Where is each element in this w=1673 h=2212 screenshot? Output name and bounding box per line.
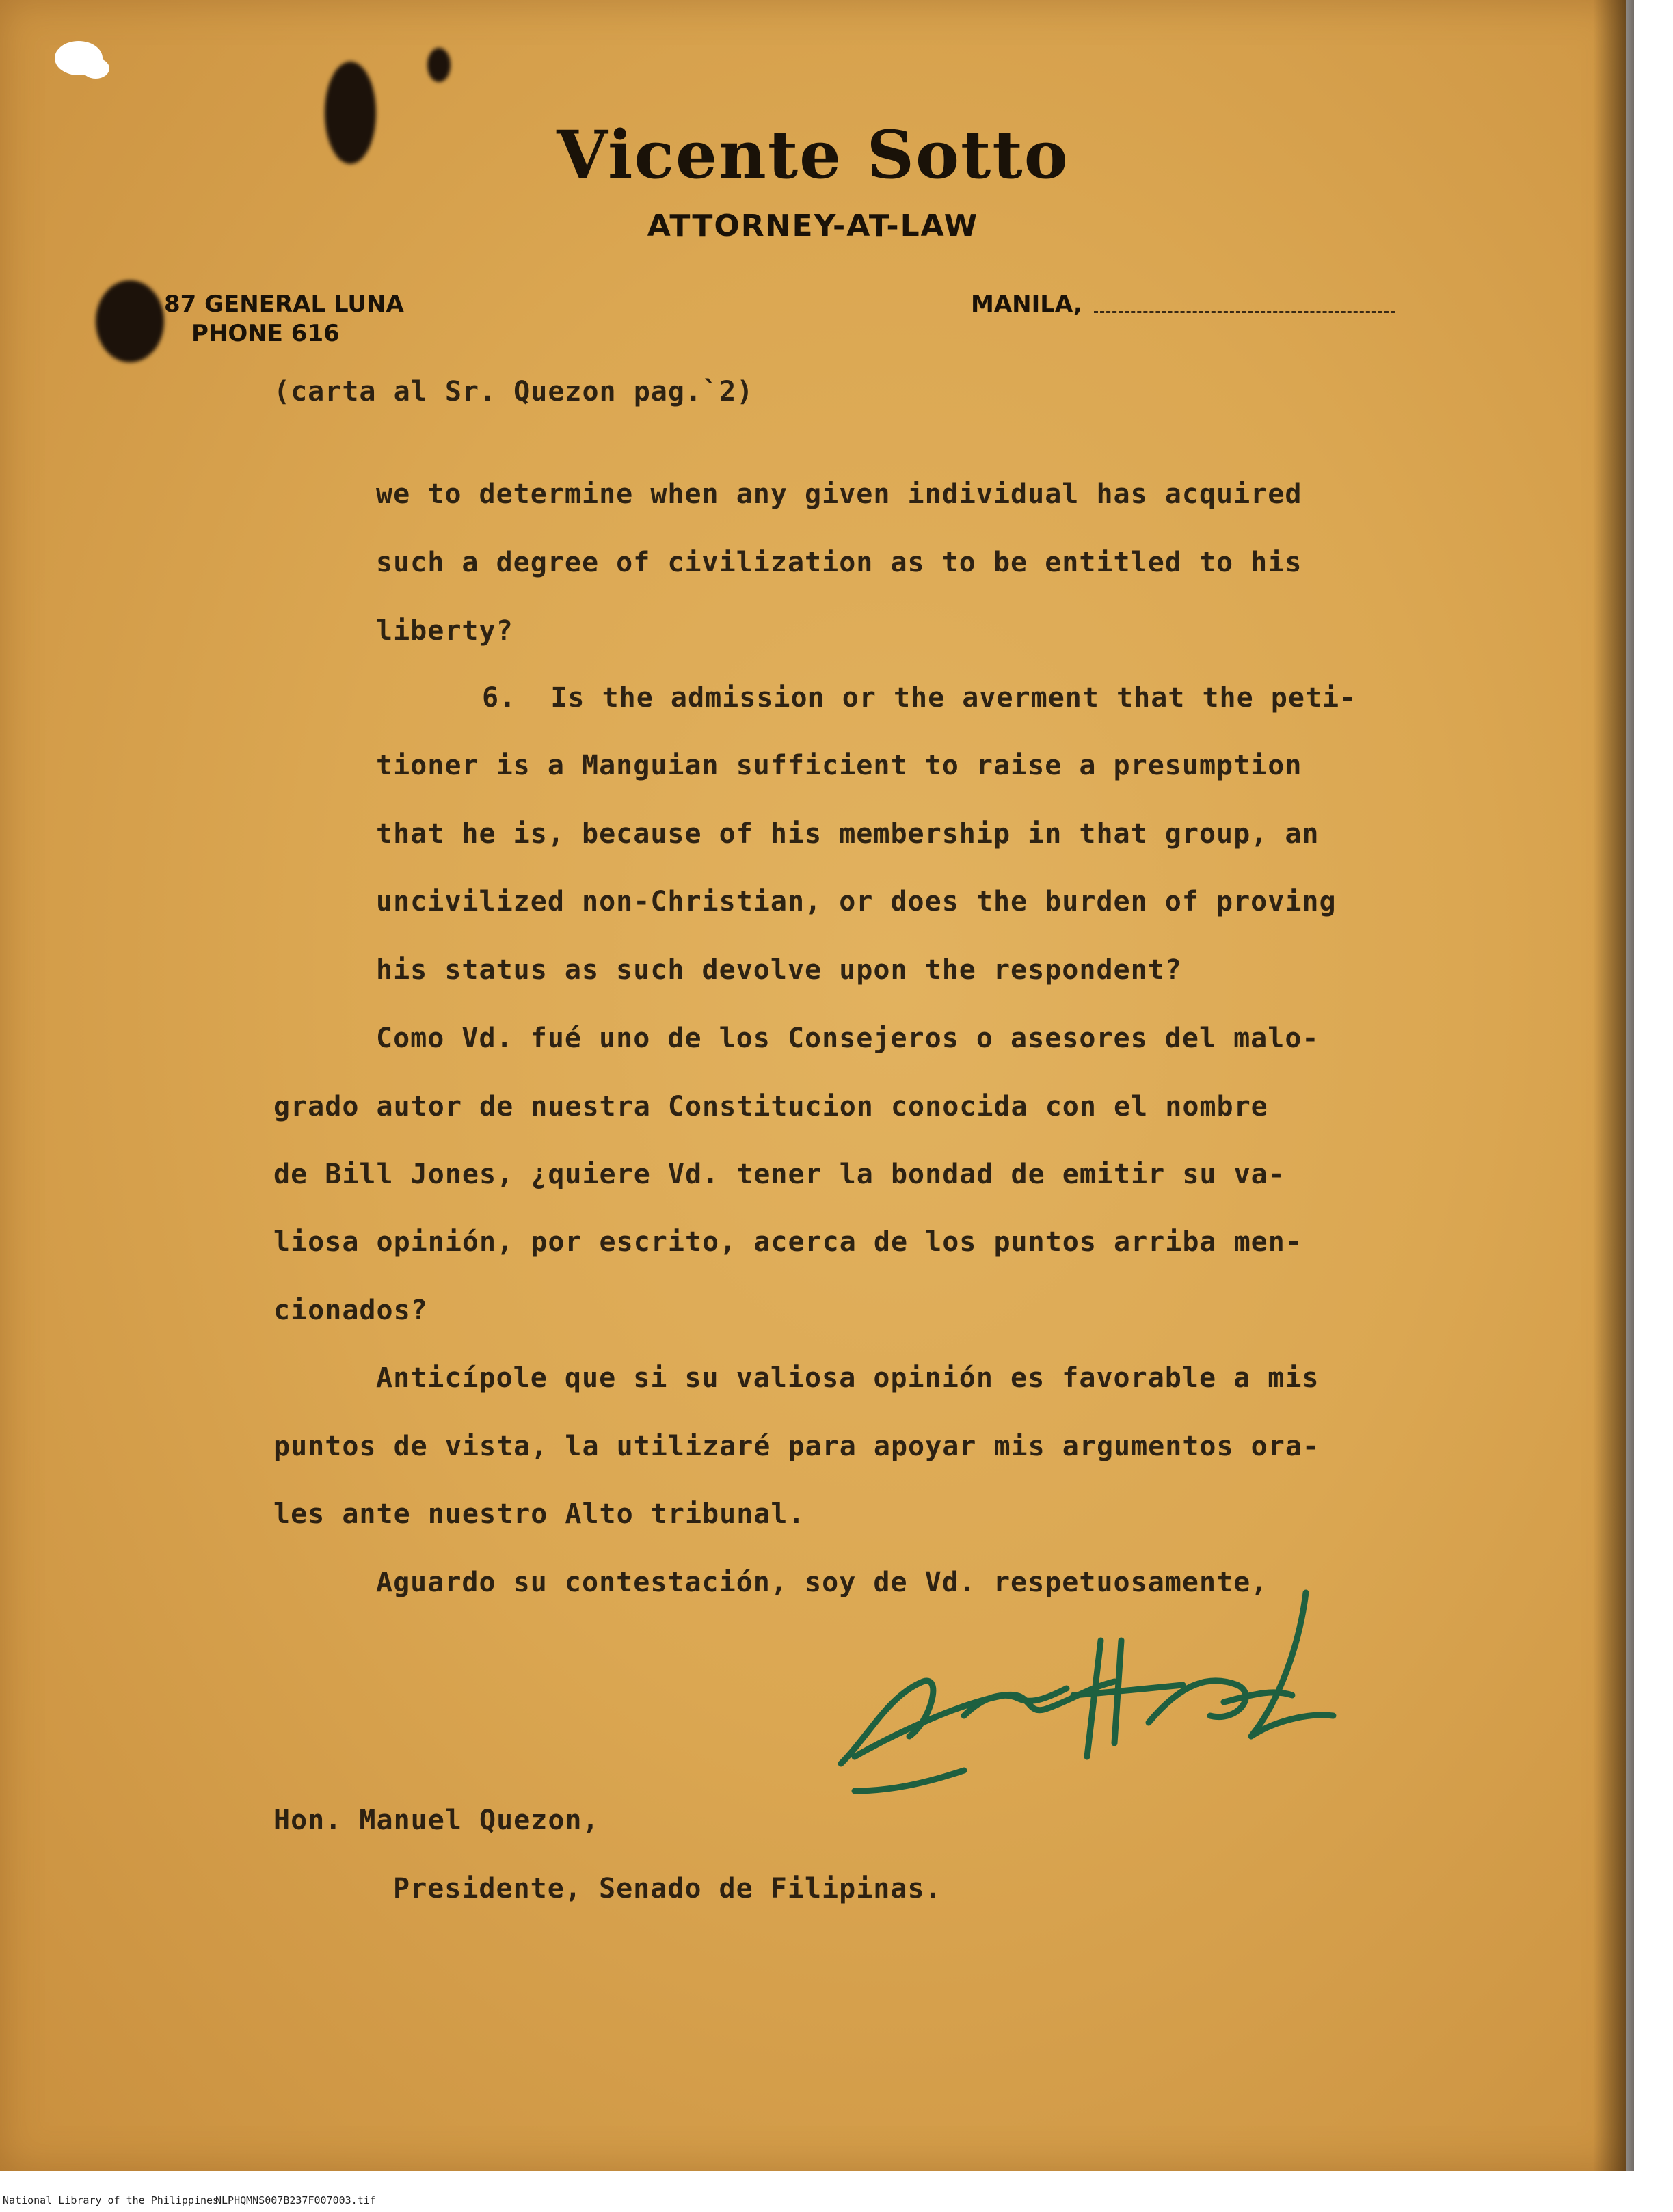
torn-corner — [82, 58, 109, 79]
body-line: Aguardo su contestación, soy de Vd. respetuosamente, — [376, 1567, 1268, 1598]
body-line: liosa opinión, por escrito, acerca de los puntos arriba men- — [273, 1226, 1302, 1258]
addressee-name: Hon. Manuel Quezon, — [273, 1805, 600, 1836]
footer-filename: NLPHQMNS007B237F007003.tif — [215, 2194, 376, 2207]
body-line: grado autor de nuestra Constitucion conocida con el nombre — [273, 1091, 1268, 1122]
body-line: de Bill Jones, ¿quiere Vd. tener la bondad de emitir su va- — [273, 1159, 1285, 1190]
letterhead-city: MANILA, — [971, 291, 1082, 318]
letterhead-name: Vicente Sotto — [557, 116, 1069, 193]
body-line: his status as such devolve upon the respondent? — [376, 954, 1182, 986]
signature-image — [827, 1565, 1456, 1811]
addressee-position: Presidente, Senado de Filipinas. — [393, 1873, 942, 1904]
letterhead-phone: PHONE 616 — [191, 320, 340, 347]
body-line: cionados? — [273, 1295, 428, 1326]
body-line: such a degree of civilization as to be entitled to his — [376, 547, 1302, 578]
footer-library: National Library of the Philippines — [3, 2194, 219, 2207]
letterhead-title: ATTORNEY-AT-LAW — [647, 208, 979, 243]
body-line: Como Vd. fué uno de los Consejeros o asesores del malo- — [376, 1023, 1320, 1054]
body-line: les ante nuestro Alto tribunal. — [273, 1498, 805, 1530]
ink-stain — [96, 280, 164, 362]
body-line: that he is, because of his membership in that group, an — [376, 818, 1320, 850]
body-line: tioner is a Manguian sufficient to raise a presumption — [376, 750, 1302, 781]
body-line: liberty? — [376, 615, 513, 647]
date-line — [1094, 311, 1395, 313]
page-reference: (carta al Sr. Quezon pag.`2) — [273, 376, 754, 407]
body-line: 6. Is the admission or the averment that the peti- — [482, 682, 1357, 714]
body-line: uncivilized non-Christian, or does the burden of proving — [376, 886, 1337, 917]
body-line: puntos de vista, la utilizaré para apoyar mis argumentos ora- — [273, 1431, 1320, 1462]
body-line: Anticípole que si su valiosa opinión es favorable a mis — [376, 1362, 1320, 1394]
ink-stain — [427, 48, 451, 82]
body-line: we to determine when any given individual has acquired — [376, 478, 1302, 510]
page-edge-shadow — [1593, 0, 1634, 2171]
letterhead-address: 87 GENERAL LUNA — [164, 291, 404, 318]
